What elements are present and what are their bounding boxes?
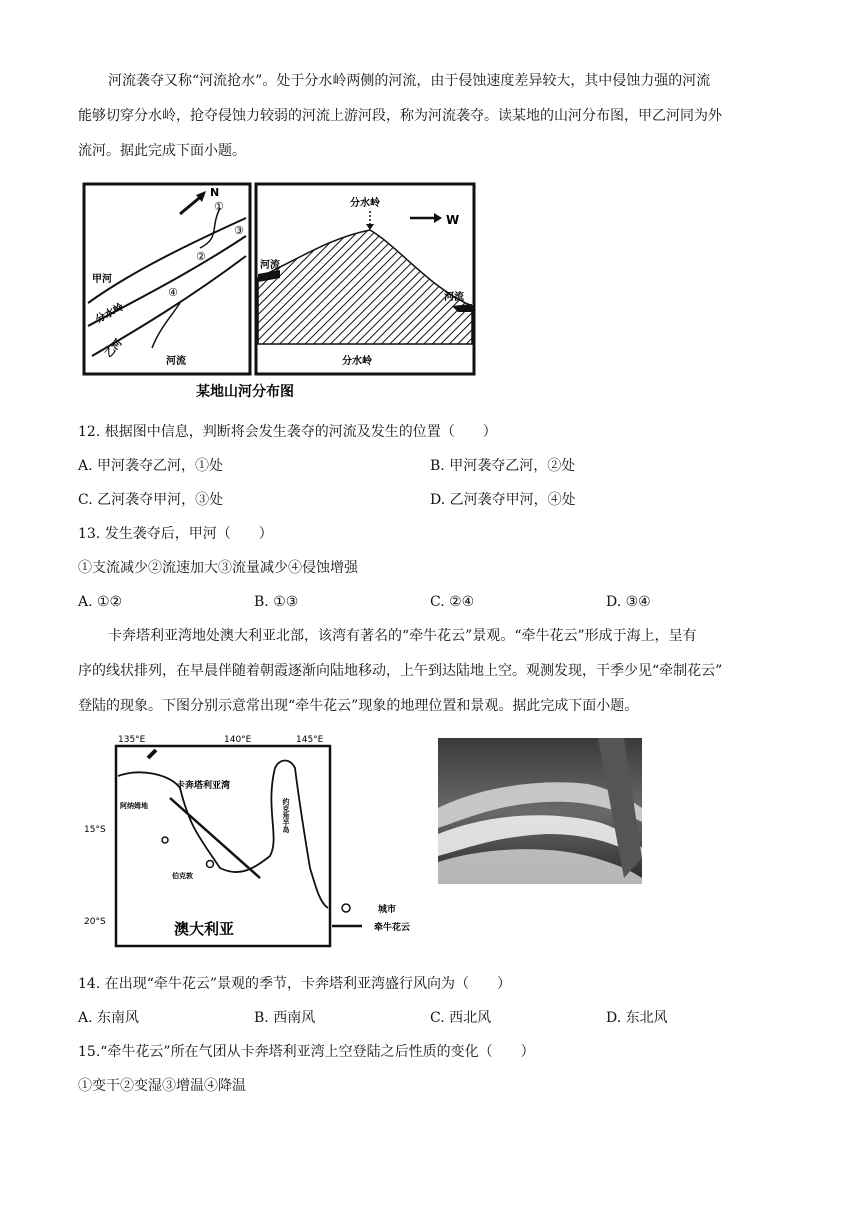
q14-option-c: C. 西北风 (430, 1010, 492, 1026)
legend-cloud-label: 牵牛花云 (374, 923, 411, 933)
q15-stem: 15.“牵牛花云”所在气团从卡奔塔利亚湾上空登陆之后性质的变化（ ） (78, 1044, 535, 1060)
passage1-line-3: 流河。据此完成下面小题。 (78, 143, 246, 159)
passage1-line-1: 河流袭夺又称“河流抢水”。处于分水岭两侧的河流，由于侵蚀速度差异较大，其中侵蚀力强的河流 (108, 73, 711, 89)
lon-135: 135°E (118, 735, 146, 745)
figure1-river-map (80, 178, 480, 402)
q12-option-c: C. 乙河袭夺甲河，③处 (78, 492, 224, 508)
lon-140: 140°E (224, 735, 252, 745)
q13-option-d: D. ③④ (606, 594, 651, 610)
lat-20: 20°S (84, 917, 106, 927)
country-label: 澳大利亚 (174, 920, 235, 938)
marker-4: ④ (168, 286, 178, 299)
q13-items: ①支流减少②流速加大③流量减少④侵蚀增强 (78, 560, 358, 576)
cloud-photo (438, 738, 642, 884)
lat-15: 15°S (84, 825, 106, 835)
lon-145: 145°E (296, 735, 324, 745)
q12-option-b: B. 甲河袭夺乙河，②处 (430, 458, 576, 474)
q13-option-c: C. ②④ (430, 594, 475, 610)
q14-option-a: A. 东南风 (78, 1010, 140, 1026)
north-label: N (210, 186, 220, 199)
burketown-label: 伯克敦 (172, 872, 193, 880)
label-river: 河流 (166, 356, 186, 367)
q12-option-d: D. 乙河袭夺甲河，④处 (430, 492, 576, 508)
label-divide: 分水岭 (93, 301, 126, 326)
passage2-line-1: 卡奔塔利亚湾地处澳大利亚北部，该湾有著名的“牵牛花云”景观。“牵牛花云”形成于海上，呈有 (108, 628, 697, 644)
label-jia-river: 甲河 (92, 274, 112, 285)
divide-top-label: 分水岭 (350, 198, 380, 209)
passage1-line-2: 能够切穿分水岭，抢夺侵蚀力较弱的河流上游河段，称为河流袭夺。读某地的山河分布图，甲乙河同为外 (78, 108, 722, 124)
profile-river-right: 河流 (444, 292, 464, 303)
q14-option-d: D. 东北风 (606, 1010, 668, 1026)
profile-river-left: 河流 (260, 260, 280, 271)
legend-city-symbol (342, 904, 350, 912)
figure2-gulf-map (80, 728, 430, 952)
marker-1: ① (214, 200, 224, 213)
q14-option-b: B. 西南风 (254, 1010, 316, 1026)
west-label: W (446, 213, 460, 227)
passage2-line-2: 序的线状排列，在早晨伴随着朝霞逐渐向陆地移动，上午到达陆地上空。观测发现，干季少见“牵制花云” (78, 663, 723, 679)
peninsula-label: 约克角半岛 (282, 798, 290, 833)
figure1-caption: 某地山河分布图 (196, 384, 294, 400)
gulf-label: 卡奔塔利亚湾 (176, 781, 231, 791)
passage2-line-3: 登陆的现象。下图分别示意常出现“牵牛花云”现象的地理位置和景观。据此完成下面小题。 (78, 698, 639, 714)
q13-option-a: A. ①② (78, 594, 123, 610)
q14-stem: 14. 在出现“牵牛花云”景观的季节，卡奔塔利亚湾盛行风向为（ ） (78, 976, 512, 992)
legend-city-label: 城市 (378, 905, 397, 915)
arnhem-label: 阿纳姆地 (120, 802, 148, 810)
q12-option-a: A. 甲河袭夺乙河，①处 (78, 458, 224, 474)
q13-stem: 13. 发生袭夺后，甲河（ ） (78, 526, 273, 542)
q15-items: ①变干②变湿③增温④降温 (78, 1078, 246, 1094)
label-yi-river: 乙河 (103, 337, 125, 360)
q12-stem: 12. 根据图中信息，判断将会发生袭夺的河流及发生的位置（ ） (78, 424, 497, 440)
q13-option-b: B. ①③ (254, 594, 299, 610)
divide-bottom-label: 分水岭 (342, 356, 372, 367)
marker-2: ② (196, 250, 206, 263)
marker-3: ③ (234, 224, 244, 237)
